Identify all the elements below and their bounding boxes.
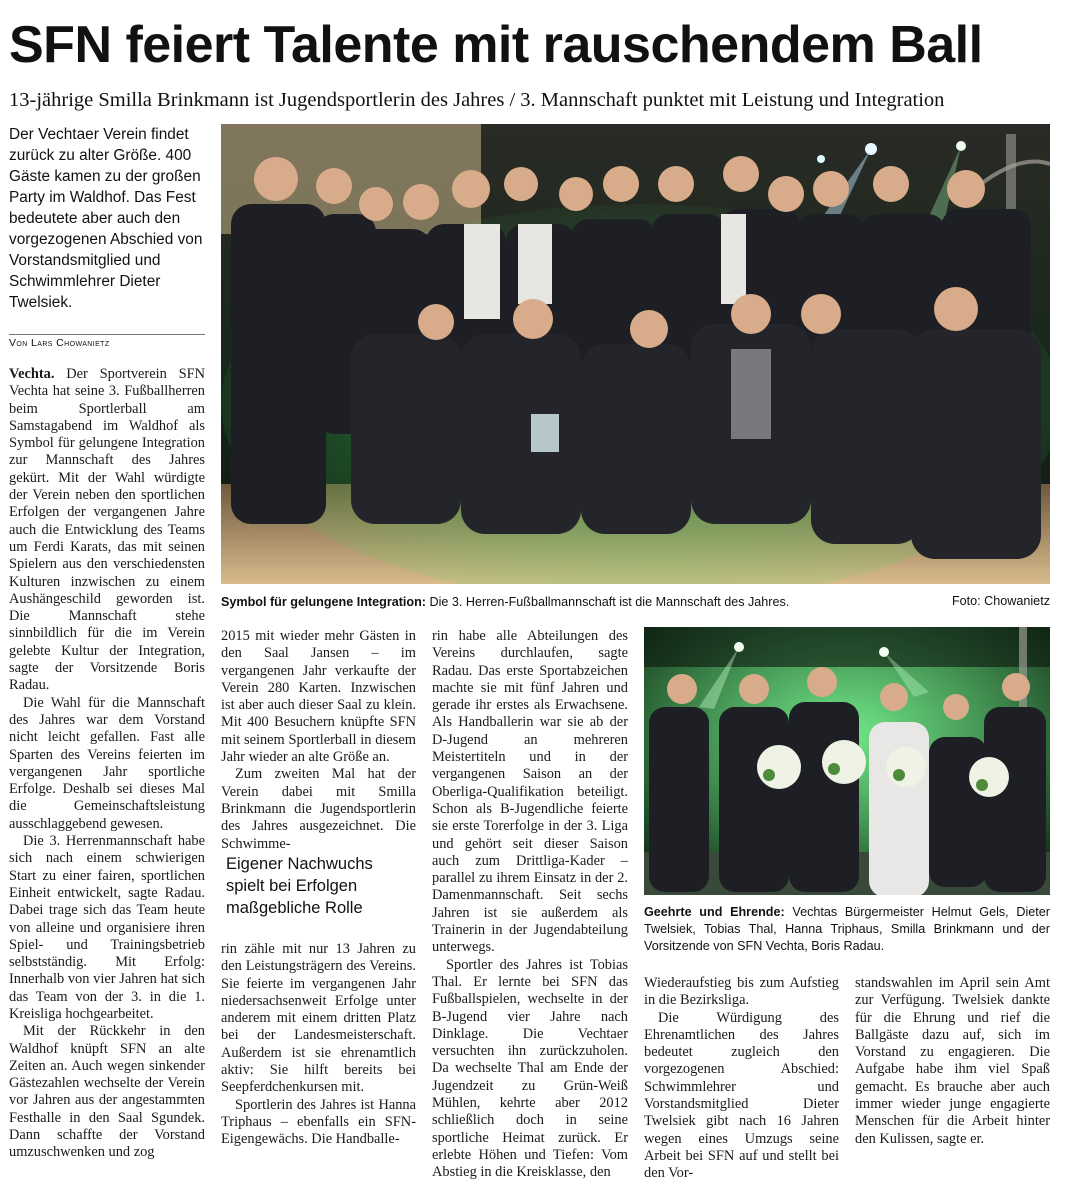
caption-text: Vechtas Bürgermeister Helmut Gels, Dieter Twelsiek, Tobias Thal, Hanna Triphaus, Smilla Brinkmann und der Vorsitzende von SFN Vechta, Boris Radau. <box>644 905 1050 953</box>
byline-rule <box>9 334 205 335</box>
paragraph: 2015 mit wieder mehr Gästen in den Saal Jansen – im vergangenen Jahr verkaufte der Verein 280 Karten. Inzwischen ist aber auch dieser Saal zu klein. Mit 400 Besuchern knüpfte SFN mit seinem Sportlerball in diesem Jahr wieder an alte Größe an. <box>221 628 416 766</box>
article-byline: Von Lars Chowanietz <box>9 337 110 349</box>
article-subheadline: 13-jährige Smilla Brinkmann ist Jugendsportlerin des Jahres / 3. Mannschaft punktet mit Leistung und Integration <box>9 89 945 111</box>
paragraph: Zum zweiten Mal hat der Verein dabei mit Smilla Brinkmann die Jugendsportlerin des Jahres ausgezeichnet. Die Schwimme- <box>221 766 416 852</box>
honorees-photo <box>644 627 1050 895</box>
article-column-4 <box>644 975 839 1183</box>
article-column-3 <box>432 628 628 1182</box>
paragraph: rin habe alle Abteilungen des Vereins durchlaufen, sagte Radau. Das erste Sportabzeichen machte sie mit fünf Jahren und gerade ihr erstes als Erwachsene. Als Handballerin war sie ab der D-Jugend an mehreren Meistertiteln und in der vergangenen Saison an der Oberliga-Qualifikation beteiligt. Schon als B-Jugendliche feierte sie erste Torerfolge in der 3. Liga und gehört seit dieser Saison auch zum Drittliga-Kader – parallel zu ihrem Einsatz in der 2. Damenmannschaft. Seit sechs Jahren ist sie außerdem als Trainerin in der Jugendabteilung unterwegs. <box>432 628 628 956</box>
paragraph-lead-text: Der Sportverein SFN Vechta hat seine 3. Fußballherren beim Sportlerball am Samstagabend im Waldhof als Symbol für gelungene Integration zur Mannschaft des Jahres gekürt. Mit der Wahl würdigte der Verein neben den sportlichen Erfolgen der vergangenen Jahre auch die Entwicklung des Teams um Ferdi Karats, das mit seinen Spielern aus den verschiedensten Kulturen inzwischen zu einem Aushängeschild geworden ist. Die Mannschaft stehe sinnbildlich für die im Verein gelebte Kultur der Integration, sagte der Vorsitzende Boris Radau. <box>9 366 205 694</box>
paragraph: rin zähle mit nur 13 Jahren zu den Leistungsträgern des Vereins. Sie feierte im vergangenen Jahr niedersachsenweit Erfolge unter anderem mit einem dritten Platz bei der Landesmeisterschaft. Außerdem ist sie ehrenamtlich aktiv: Sie hilft bereits bei Seepferdchenkursen mit. <box>221 941 416 1096</box>
team-photo <box>221 124 1050 584</box>
article-headline: SFN feiert Talente mit rauschendem Ball <box>9 16 983 74</box>
paragraph: Die 3. Herrenmannschaft habe sich nach einem schwierigen Start zu einer fairen, sportlichen Einheit entwickelt, sagte Radau. Dabei trage sich das Team heute von alleine und organisiere ihren Spiel- und Trainingsbetrieb selbstständig. Mit Erfolg: Innerhalb von vier Jahren hat sich das Team von der 3. in die 1. Kreisliga hochgearbeitet. <box>9 833 205 1022</box>
article-teaser: Der Vechtaer Verein findet zurück zu alter Größe. 400 Gäste kamen zu der großen Party im Waldhof. Das Fest bedeutete aber auch den vorgezogenen Abschied von Vorstandsmitglied und Schwimmlehrer Dieter Twelsiek. <box>9 126 203 311</box>
paragraph: Die Würdigung des Ehrenamtlichen des Jahres bedeutet zugleich den vorgezogenen Abschied: Schwimmlehrer und Vorstandsmitglied Dieter Twelsiek gibt nach 16 Jahren wegen eines Umzugs seine Arbeit bei SFN auf und stellt bei den Vor- <box>644 1009 839 1182</box>
photo-credit: Foto: Chowanietz <box>951 594 1050 608</box>
caption-lead: Geehrte und Ehrende: <box>644 905 785 919</box>
paragraph: Die Wahl für die Mannschaft des Jahres war dem Vorstand nicht leicht gefallen. Fast alle Sparten des Vereins feierten im vergangenen Jahr sportliche Erfolge. Deshalb sei dieses Mal die Gemeinschaftsleistung ausschlaggebend gewesen. <box>9 694 205 832</box>
team-photo-caption <box>221 594 921 611</box>
paragraph: Sportlerin des Jahres ist Hanna Triphaus – ebenfalls ein SFN-Eigengewächs. Die Handballe- <box>221 1096 416 1148</box>
article-column-2-top <box>221 628 416 853</box>
caption-text: Die 3. Herren-Fußballmannschaft ist die Mannschaft des Jahres. <box>426 595 790 609</box>
paragraph: standswahlen im April sein Amt zur Verfügung. Twelsiek dankte für die Ehrung und rief die Ballgäste dazu auf, sich im Vorstand zu engagieren. Die Aufgabe habe ihm viel Spaß gemacht. Es brauche aber auch immer wieder junge engagierte Menschen für die Arbeit hinter den Kulissen, sagte er. <box>855 975 1050 1147</box>
article-interhead: Eigener Nachwuchs spielt bei Erfolgen maßgebliche Rolle <box>226 855 373 917</box>
paragraph: Wiederaufstieg bis zum Aufstieg in die Bezirksliga. <box>644 975 839 1009</box>
paragraph-lead <box>9 366 205 695</box>
paragraph: Mit der Rückkehr in den Waldhof knüpft SFN an alte Zeiten an. Auch wegen sinkender Gästezahlen wechselte der Verein vor Jahren aus der angestammten Festhalle in den Saal Sgundek. Dann schaffte der Vorstand umzuschwenken und zog <box>9 1023 205 1161</box>
caption-lead: Symbol für gelungene Integration: <box>221 595 427 609</box>
article-column-2-bottom <box>221 941 416 1149</box>
honorees-photo-caption <box>644 904 1050 955</box>
article-column-1 <box>9 366 205 1162</box>
dateline: Vechta. <box>9 366 55 382</box>
article-column-5 <box>855 975 1050 1148</box>
paragraph: Sportler des Jahres ist Tobias Thal. Er lernte bei SFN das Fußballspielen, wechselte in der B-Jugend vier Jahre nach Dinklage. Die Vechtaer versuchten ihn zurückzuholen. Da wechselte Thal am Ende der Jugendzeit zu Grün-Weiß Mühlen, kehrte aber 2012 schließlich doch in seine sportliche Heimat zurück. Er erlebte Höhen und Tiefen: Vom Abstieg in die Kreisklasse, den <box>432 956 628 1181</box>
